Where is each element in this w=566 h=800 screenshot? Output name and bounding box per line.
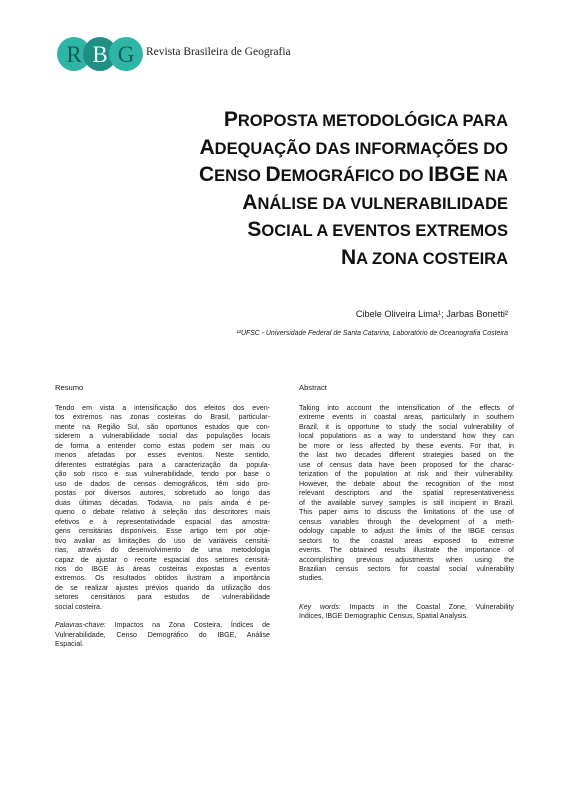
paragraph-line: social costeira.: [55, 602, 102, 611]
logo-letter-r: R: [66, 42, 82, 67]
keywords-label: Key words:: [299, 602, 341, 611]
paragraph-line: postas por diversos autores, sobretudo ao longo das: [55, 489, 270, 498]
keywords-line: Espacial.: [55, 640, 84, 649]
abstract-keywords: [299, 603, 514, 622]
paragraph-line: duas últimas décadas. Todavia, no país ainda é pe-: [55, 498, 270, 507]
keywords-line: Indices, IBGE Demographic Census, Spatial Analysis.: [299, 612, 469, 621]
paragraph-line: Brazilian census sectors for coastal social vulnerability: [299, 564, 514, 573]
keywords-line: Vulnerabilidade, Censo Demográfico do IBGE, Análise: [55, 630, 270, 639]
paragraph-line: relevant descriptors and the spatial representativeness: [299, 489, 514, 498]
paragraph-line: capaz de ajustar o recorte espacial dos setores censitá-: [55, 555, 270, 564]
paragraph-line: However, the debate about the recognition of the most: [299, 479, 514, 488]
resumo-body: [55, 404, 270, 612]
rbg-logo-mark: [56, 36, 146, 72]
paragraph-line: accomplishing previous adjustments when using the: [299, 555, 514, 564]
logo-letter-b: B: [92, 42, 108, 67]
paragraph-line: be more or less affected by these events. For that, in: [299, 441, 514, 450]
journal-name: Revista Brasileira de Geografia: [146, 46, 291, 58]
title-line: SOCIAL A EVENTOS EXTREMOS: [247, 218, 508, 241]
paragraph-line: odology capable to adjust the limits of the IBGE census: [299, 527, 514, 536]
paragraph-line: diferentes estratégias para a caracterização da popula-: [55, 460, 270, 469]
paragraph-line: gens censitárias disponíveis. Esse artigo tem por obje-: [55, 527, 270, 536]
paragraph-line: census variables through the development of a meth-: [299, 517, 514, 526]
paragraph-line: siderem a vulnerabilidade social das populações locais: [55, 432, 270, 441]
authors: Cibele Oliveira Lima¹; Jarbas Bonetti²: [355, 309, 508, 319]
logo-letter-g: G: [117, 42, 135, 67]
paragraph-line: setores censitários para estudos de vulnerabilidade: [55, 593, 270, 602]
resumo-heading: Resumo: [55, 383, 84, 392]
paragraph-line: studies.: [299, 574, 324, 583]
paragraph-line: uso de dados de censos demográficos, têm sido pro-: [55, 479, 270, 488]
resumo-section: [55, 383, 270, 650]
paragraph-line: sectors to the coastal areas exposed to extreme: [299, 536, 514, 545]
affiliation: ¹²UFSC - Universidade Federal de Santa Catarina, Laboratório de Oceanografia Costeira: [236, 330, 508, 337]
paragraph-line: menos afetadas por esses eventos. Neste sentido,: [55, 451, 270, 460]
title-line: PROPOSTA METODOLÓGICA PARA: [223, 108, 508, 131]
paragraph-line: efetivos e à representatividade espacial das amostra-: [55, 517, 270, 526]
paragraph-line: use of census data have been proposed for the charac-: [299, 460, 514, 469]
abstract-heading: Abstract: [299, 383, 327, 392]
paragraph-line: tos extremos nas zonas costeiras do Brasil, particular-: [55, 413, 270, 422]
keywords-line: Key words: Impacts in the Coastal Zone, Vulnerability: [299, 602, 514, 611]
title-line: ADEQUAÇÃO DAS INFORMAÇÕES DO: [199, 135, 508, 159]
abstract-body: [299, 404, 514, 584]
keywords-label: Palavras-chave:: [55, 621, 106, 630]
paragraph-line: Brazil, it is opportune to study the social vulnerability of: [299, 422, 514, 431]
abstract-section: [299, 383, 514, 622]
paragraph-line: tivo avaliar as limitações do uso de variáveis censitá-: [55, 536, 270, 545]
paragraph-line: This paper aims to discuss the limitations of the use of: [299, 508, 514, 517]
paragraph-line: local populations as a way to understand how they can: [299, 432, 514, 441]
paragraph-line: Tendo em vista a intensificação dos efeitos dos even-: [55, 404, 270, 412]
paragraph-line: of the available survey samples is still incipient in Brazil.: [299, 498, 514, 507]
paragraph-line: de se realizar ajustes prévios quando da utilização dos: [55, 583, 270, 592]
paragraph-line: Taking into account the intensification of the effects of: [299, 404, 514, 412]
title-line: CENSO DEMOGRÁFICO DO IBGE NA: [198, 163, 508, 186]
keywords-line: Palavras-chave: Impactos na Zona Costeira, Índices de: [55, 621, 270, 630]
paragraph-line: events. The obtained results illustrate the importance of: [299, 546, 514, 555]
title-line: NA ZONA COSTEIRA: [340, 245, 508, 269]
paragraph-line: terization of the population at risk and their vulnerability.: [299, 470, 514, 479]
paragraph-line: rias, através do desenvolvimento de uma metodologia: [55, 546, 270, 555]
paragraph-line: mente na Região Sul, são oportunos estudos que con-: [55, 422, 270, 431]
paper-title: [68, 107, 508, 272]
paragraph-line: extremos. Os resultados obtidos ilustram a importância: [55, 574, 270, 583]
resumo-keywords: [55, 621, 270, 649]
paragraph-line: rios do IBGE às áreas costeiras expostas a eventos: [55, 564, 270, 573]
paragraph-line: the last two decades different strategies based on the: [299, 451, 514, 460]
paragraph-line: queno o debate relativo à seleção dos descritores mais: [55, 508, 270, 517]
paragraph-line: de forma a entender como estas podem ser mais ou: [55, 441, 270, 450]
title-line: ANÁLISE DA VULNERABILIDADE: [242, 190, 508, 214]
paragraph-line: ção sob risco e sua vulnerabilidade, tendo por base o: [55, 470, 270, 479]
paragraph-line: extreme events in coastal areas, particularly in southern: [299, 413, 514, 422]
